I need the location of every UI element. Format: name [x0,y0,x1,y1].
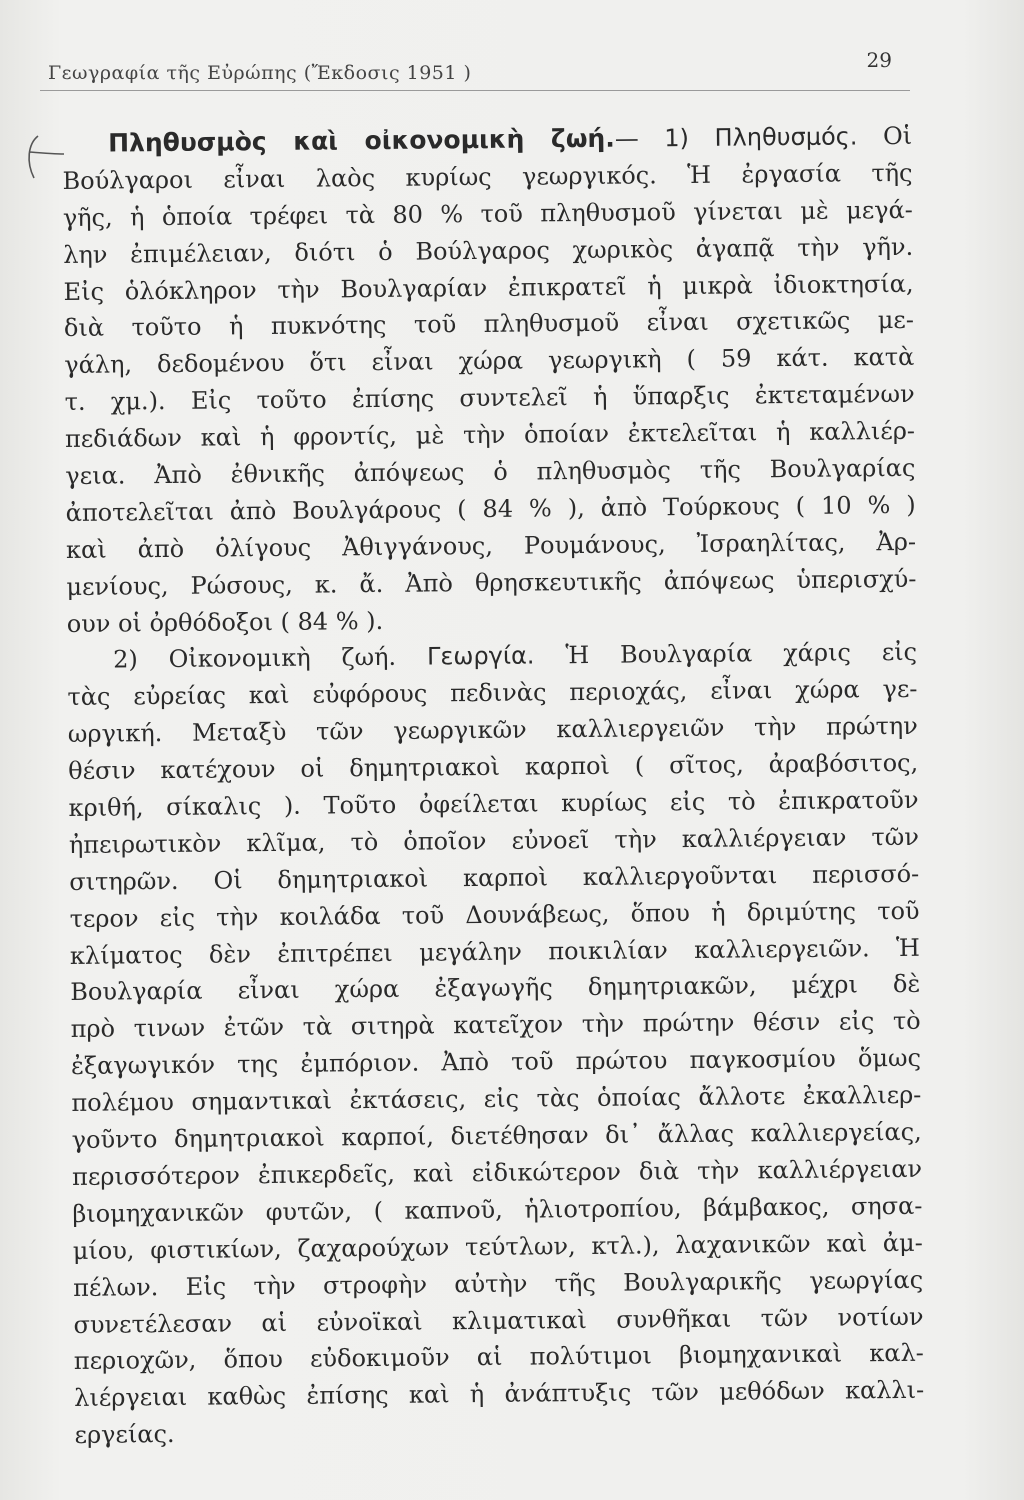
text-line: περισσότερον ἐπικερδεῖς, καὶ εἰδικώτερον διὰ τὴν καλλιέργειαν [71,1154,923,1191]
text-line: μενίους, Ρώσους, κ. ἄ. Ἀπὸ θρησκευτικῆς ἀπόψεως ὑπερισχύ- [66,564,917,601]
text-line: ουν οἱ ὀρθόδοξοι ( 84 % ). [66,606,384,638]
text-line: μίου, φιστικίων, ζαχαρούχων τεύτλων, κτλ.), λαχανικῶν καὶ ἀμ- [72,1228,923,1265]
text-line: εργείας. [74,1420,175,1450]
section2-subheading: Γεωργία. [426,641,535,671]
text-line: διὰ τοῦτο ἡ πυκνότης τοῦ πληθυσμοῦ εἶναι σχετικῶς με- [63,306,915,343]
text-line: πεδιάδων καὶ ἡ φροντίς, μὲ τὴν ὁποίαν ἐκτελεῖται ἡ καλλιέρ- [64,416,916,454]
text-line: τερον εἰς τὴν κοιλάδα τοῦ Δουνάβεως, ὅπου ἡ δριμύτης τοῦ [69,896,920,933]
text-line: ἐξαγωγικόν της ἐμπόριον. Ἀπὸ τοῦ πρώτου παγκοσμίου ὅμως [70,1044,922,1081]
text-line: περιοχῶν, ὅπου εὐδοκιμοῦν αἱ πολύτιμοι βιομηχανικαὶ καλ- [73,1339,924,1376]
text-line: βιομηχανικῶν φυτῶν, ( καπνοῦ, ἡλιοτροπίου, βάμβακος, σησα- [72,1191,923,1228]
text-line: Οἱ [882,121,913,151]
section1-heading: Πληθυσμὸς καὶ οἰκονομικὴ ζωή. [108,123,615,158]
text-line: ωργική. Μεταξὺ τῶν γεωργικῶν καλλιεργειῶν τὴν πρώτην [67,712,918,749]
text-line: γεια. Ἀπὸ ἐθνικῆς ἀπόψεως ὁ πληθυσμὸς τῆς Βουλγαρίας [65,453,916,490]
text-line: πολέμου σημαντικαὶ ἐκτάσεις, εἰς τὰς ὁποίας ἄλλοτε ἐκαλλιερ- [71,1080,922,1118]
text-line: γῆς, ἡ ὁποία τρέφει τὰ 80 % τοῦ πληθυσμοῦ γίνεται μὲ μεγά- [62,195,913,232]
section2-heading: Οἰκονομικὴ ζωή. [168,643,397,674]
text-line: λην ἐπιμέλειαν, διότι ὁ Βούλγαρος χωρικὸς ἀγαπᾷ τὴν γῆν. [63,232,914,269]
text-line: Βούλγαροι εἶναι λαὸς κυρίως γεωργικός. Ἡ ἐργασία τῆς [62,158,913,195]
text-line: θέσιν κατέχουν οἱ δημητριακοὶ καρποὶ ( σῖτος, ἀραβόσιτος, [68,748,919,786]
running-header [40,48,910,91]
section1-subheading: — 1) Πληθυσμός. [614,122,858,153]
text-line: τ. χμ.). Εἰς τοῦτο ἐπίσης συντελεῖ ἡ ὕπαρξις ἐκτεταμένων [64,380,915,417]
text-line: τὰς εὐρείας καὶ εὐφόρους πεδινὰς περιοχάς, εἶναι χώρα γε- [67,675,918,712]
text-line: Εἰς ὁλόκληρον τὴν Βουλγαρίαν ἐπικρατεῖ ἡ μικρὰ ἰδιοκτησία, [63,269,914,306]
text-line: Ἡ Βουλγαρία χάρις εἰς [565,638,918,670]
text-line: καὶ ἀπὸ ὀλίγους Ἀθιγγάνους, Ρουμάνους, Ἰσραηλίτας, Ἀρ- [65,527,917,564]
page-number: 29 [866,48,892,72]
text-line: Βουλγαρία εἶναι χώρα ἐξαγωγῆς δημητριακῶν, μέχρι δὲ [70,970,921,1007]
section2-number: 2) [112,645,138,675]
text-line: γοῦντο δημητριακοὶ καρποί, διετέθησαν δι᾽ ἄλλας καλλιεργείας, [71,1117,922,1154]
text-line: κριθή, σίκαλις ). Τοῦτο ὀφείλεται κυρίως εἰς τὸ ἐπικρατοῦν [68,785,919,822]
text-line: κλίματος δὲν ἐπιτρέπει μεγάλην ποικιλίαν καλλιεργειῶν. Ἡ [69,933,921,970]
text-line: συνετέλεσαν αἱ εὐνοϊκαὶ κλιματικαὶ συνθῆκαι τῶν νοτίων [73,1302,924,1339]
running-title: Γεωγραφία τῆς Εὐρώπης (Ἔκδοσις 1951 ) [48,62,472,84]
text-line: πέλων. Εἰς τὴν στροφὴν αὐτὴν τῆς Βουλγαρικῆς γεωργίας [73,1265,924,1302]
text-line: ἠπειρωτικὸν κλῖμα, τὸ ὁποῖον εὐνοεῖ τὴν καλλιέργειαν τῶν [68,822,919,859]
text-line: λιέργειαι καθὼς ἐπίσης καὶ ἡ ἀνάπτυξις τῶν μεθόδων καλλι- [74,1376,925,1413]
body-text [62,118,925,1454]
text-line: πρὸ τινων ἐτῶν τὰ σιτηρὰ κατεῖχον τὴν πρώτην θέσιν εἰς τὸ [70,1007,921,1044]
text-line: ἀποτελεῖται ἀπὸ Βουλγάρους ( 84 % ), ἀπὸ Τούρκους ( 10 % ) [65,490,916,527]
text-line: σιτηρῶν. Οἱ δημητριακοὶ καρποὶ καλλιεργοῦνται περισσό- [69,859,920,896]
text-line: γάλη, δεδομένου ὅτι εἶναι χώρα γεωργικὴ ( 59 κάτ. κατὰ [64,343,915,380]
pencil-margin-mark-icon [24,134,64,184]
